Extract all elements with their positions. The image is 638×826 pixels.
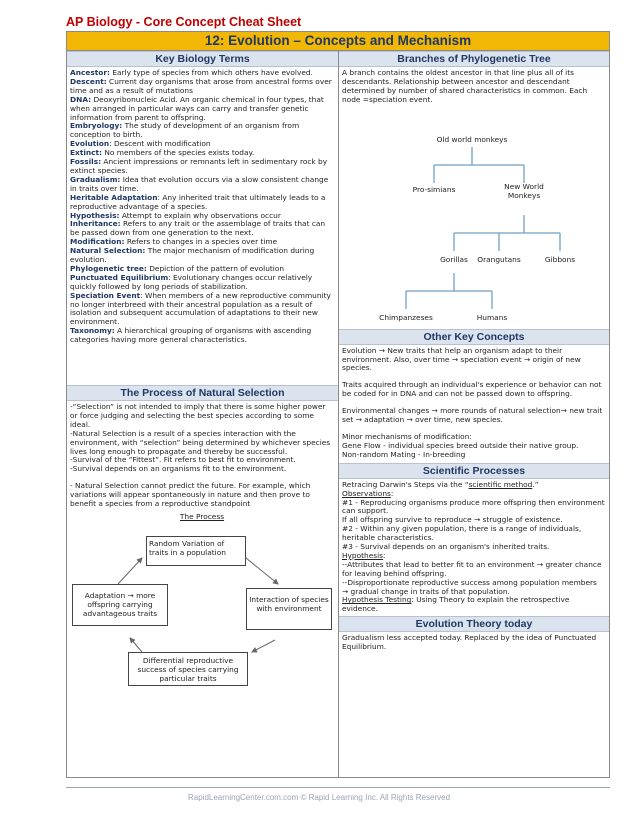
node-humans: Humans xyxy=(476,312,508,322)
term-entry xyxy=(70,274,334,292)
term-name: Punctuated Equilibrium xyxy=(70,272,169,282)
hypothesis-list xyxy=(342,561,605,597)
term-entry xyxy=(70,122,334,140)
concept-acquired-traits: Traits acquired through an individual's experience or behavior can not be coded for in DNA and can not be passed down to offspring. xyxy=(342,380,602,399)
term-name: Embryology: xyxy=(70,121,123,131)
hypothesis-label-text: Hypothesis xyxy=(342,550,384,560)
node-prosimians: Pro-simians xyxy=(412,184,456,194)
scientific-processes-body xyxy=(339,479,609,617)
term-entry xyxy=(70,158,334,176)
term-name: Heritable Adaptation xyxy=(70,192,158,202)
node-old-world-monkeys: Old world monkeys xyxy=(436,134,508,144)
chapter-banner: 12: Evolution – Concepts and Mechanism xyxy=(67,32,609,51)
box-interaction: Interaction of species with environment xyxy=(246,588,332,630)
term-definition: Attempt to explain why observations occur xyxy=(119,210,281,220)
term-entry xyxy=(70,96,334,123)
term-name: Ancestor: xyxy=(70,68,110,77)
term-name: Gradualism: xyxy=(70,174,121,184)
term-name: Inheritance: xyxy=(70,219,121,229)
term-name: Speciation Event xyxy=(70,290,141,300)
observation-item: #2 - Within any given population, there is a range of individuals, heritable characteristics. xyxy=(342,524,582,543)
term-definition: Refers to any trait or the assemblage of traits that can be passed down from one generation to the next. xyxy=(70,219,326,238)
phylogenetic-tree xyxy=(342,105,605,327)
process-title: The Process xyxy=(179,511,225,521)
observations-label: Observations: xyxy=(342,488,394,498)
natural-selection-body xyxy=(67,401,338,694)
hypothesis-testing-text: : Using Theory to explain the retrospective evidence. xyxy=(342,595,570,614)
term-entry xyxy=(70,247,334,265)
observation-item: If all offspring survive to reproduce → struggle of existence. xyxy=(342,515,563,525)
node-gibbons: Gibbons xyxy=(544,254,576,264)
hypothesis-item: --Disproportionate reproductive success among population members → gradual change in traits of that population. xyxy=(342,577,597,596)
node-chimpanzees: Chimpanzeses xyxy=(379,312,433,322)
right-column xyxy=(339,51,609,777)
term-definition: Deoxyribonucleic Acid. An organic chemical in four types, that when arranged in particular ways can carry and transfer genetic information from parent to offspring. xyxy=(70,94,324,122)
term-entry xyxy=(70,292,334,328)
term-name: Hypothesis: xyxy=(70,210,120,220)
concept-evolution: Evolution → New traits that help an organism adapt to their environment. Also, over time → speciation event → origin of new species. xyxy=(342,345,581,373)
selection-point: -“Selection” is not intended to imply that there is some higher power or force judging and selecting the best species according to some ideal. xyxy=(70,402,326,429)
phylo-intro: A branch contains the oldest ancestor in that line plus all of its descendants. Relationship between ancestor and descendant determined by number of shared characteristics in common. Each node =speciation event. xyxy=(342,68,588,104)
term-entry xyxy=(70,327,334,345)
term-entry xyxy=(70,78,334,96)
phylo-heading: Branches of Phylogenetic Tree xyxy=(339,51,609,67)
natural-selection-heading: The Process of Natural Selection xyxy=(67,385,338,401)
concept-minor-mechanisms: Minor mechanisms of modification: xyxy=(342,431,472,441)
box-adaptation: Adaptation → more offspring carrying advantageous traits xyxy=(72,584,168,626)
sheet-title: AP Biology - Core Concept Cheat Sheet xyxy=(66,15,302,29)
key-terms-heading: Key Biology Terms xyxy=(67,51,338,67)
hypothesis-testing xyxy=(342,596,605,614)
scientific-intro-end: .” xyxy=(532,479,539,489)
theory-today-body: Gradualism less accepted today. Replaced by the idea of Punctuated Equilibrium. xyxy=(342,633,597,652)
term-entry xyxy=(70,194,334,212)
term-name: Fossils: xyxy=(70,157,102,167)
observations-list xyxy=(342,499,605,552)
box-differential-reproduction: Differential reproductive success of species carrying particular traits xyxy=(128,652,248,686)
term-name: Evolution xyxy=(70,139,110,149)
term-definition: No members of the species exists today. xyxy=(102,148,255,158)
term-definition: : Evolutionary changes occur relatively quickly followed by long periods of stabilization. xyxy=(70,272,313,291)
term-definition: The major mechanism of modification during evolution. xyxy=(70,246,315,265)
node-new-world-monkeys: New World Monkeys xyxy=(504,181,544,200)
phylo-body xyxy=(339,67,609,329)
concept-non-random-mating: Non-random Mating - In-breeding xyxy=(342,449,466,459)
natural-selection-note: - Natural Selection cannot predict the future. For example, which variations will appear spontaneously in nature and then prove to benefit a species from a reproductive standpoint xyxy=(70,481,311,509)
hypothesis-testing-label: Hypothesis Testing xyxy=(342,595,412,605)
term-entry xyxy=(70,220,334,238)
term-name: Extinct: xyxy=(70,148,103,158)
selection-point: -Natural Selection is a result of a species interaction with the environment, with “selection” being determined by whichever species lives long enough to propagate and thereby be successful. xyxy=(70,428,331,456)
arrow-interaction-to-differential xyxy=(252,640,275,652)
node-orangutans: Orangutans xyxy=(477,254,521,264)
footer-rule xyxy=(66,787,610,788)
term-definition: Idea that evolution occurs via a slow consistent change in traits over time. xyxy=(70,174,329,193)
observation-item: #1 - Reproducing organisms produce more offspring then environment can support. xyxy=(342,497,605,516)
concept-gene-flow: Gene Flow - individual species breed outside their native group. xyxy=(342,440,579,450)
scientific-method-link: scientific method xyxy=(468,479,533,489)
term-definition: Refers to changes in a species over time xyxy=(124,237,278,247)
hypothesis-label: Hypothesis: xyxy=(342,550,386,560)
term-definition: : When members of a new reproductive community no longer interbreed with their ancestral population as a result of isolation and subsequent accumulation of adaptations to their new environment. xyxy=(70,290,331,327)
hypothesis-item: --Attributes that lead to better fit to an environment → greater chance for leaving behind offspring. xyxy=(342,559,602,578)
arrow-adaptation-to-variation xyxy=(118,558,142,584)
term-definition: Ancient impressions or remnants left in sedimentary rock by extinct species. xyxy=(70,157,328,175)
scientific-intro-text: Retracing Darwin's Steps via the “ xyxy=(342,479,469,489)
term-definition: Depiction of the pattern of evolution xyxy=(146,263,285,273)
node-gorillas: Gorillas xyxy=(440,254,468,264)
arrow-differential-to-adaptation xyxy=(130,638,142,652)
other-concepts-body xyxy=(339,345,609,462)
left-column xyxy=(67,51,339,777)
concept-environmental-change: Environmental changes → more rounds of natural selection→ new trait set → adaptation → over time, new species. xyxy=(342,406,603,425)
term-name: Natural Selection: xyxy=(70,246,146,256)
term-definition: A hierarchical grouping of organisms with ascending categories having more general characteristics. xyxy=(70,326,312,345)
other-concepts-heading: Other Key Concepts xyxy=(339,329,609,345)
observation-item: #3 - Survival depends on an organism's inherited traits. xyxy=(342,542,550,552)
term-definition: Early type of species from which others have evolved. xyxy=(110,68,313,77)
term-definition: The study of development of an organism from conception to birth. xyxy=(70,121,300,140)
box-random-variation: Random Variation of traits in a population xyxy=(146,536,246,566)
term-name: Modification: xyxy=(70,237,125,247)
term-name: Phylogenetic tree: xyxy=(70,263,147,273)
term-definition: : Descent with modification xyxy=(109,139,211,149)
natural-selection-points xyxy=(70,403,334,474)
term-name: Descent: xyxy=(70,76,107,86)
arrow-variation-to-interaction xyxy=(246,558,278,584)
cheat-sheet xyxy=(66,31,610,778)
term-definition: : Any inherited trait that ultimately leads to a reproductive advantage of a species. xyxy=(70,192,326,211)
scientific-processes-heading: Scientific Processes xyxy=(339,463,609,479)
term-definition: Current day organisms that arose from ancestral forms over time and as a result of mutations xyxy=(70,76,332,95)
observations-label-text: Observations xyxy=(342,488,391,498)
theory-today-heading: Evolution Theory today xyxy=(339,616,609,632)
selection-point: -Survival depends on an organisms fit to the environment. xyxy=(70,464,287,474)
key-terms-list xyxy=(67,67,338,385)
footer-copyright: RapidLearningCenter.com.com © Rapid Learning Inc. All Rights Reserved xyxy=(187,793,451,802)
process-flow-diagram xyxy=(70,522,334,692)
term-name: Taxonomy: xyxy=(70,326,115,336)
term-entry xyxy=(70,176,334,194)
term-name: DNA: xyxy=(70,94,92,104)
selection-point: -Survival of the “Fittest”. Fit refers to best fit to environment. xyxy=(70,455,296,465)
